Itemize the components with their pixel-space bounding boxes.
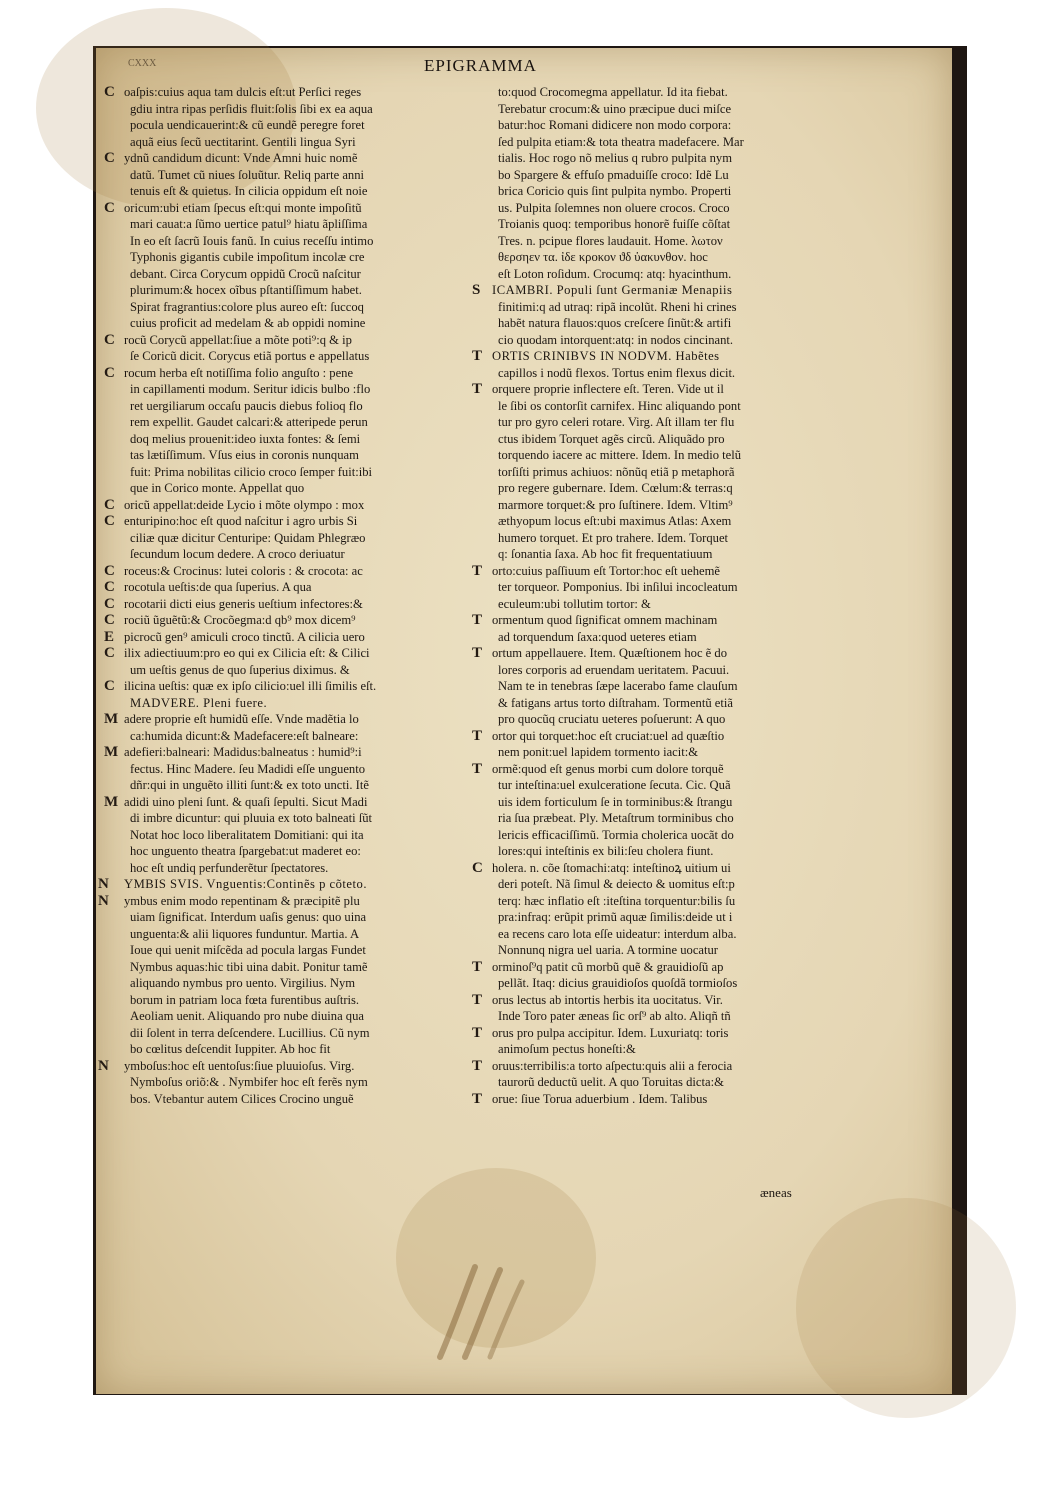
text-line [472, 761, 824, 778]
text-line [104, 150, 454, 167]
initial-letter: T [472, 612, 483, 628]
line-text: lores:qui inteſtinis ex bili:ſeu cholera fiunt. [498, 844, 714, 858]
line-text: gdiu intra ripas perſidis fluit:ſolis ſibi ex ea aqua [130, 101, 373, 116]
line-text: pro quocũq cruciatu ueteres poſuerunt: A quo [498, 712, 726, 726]
initial-letter: N [98, 892, 109, 909]
line-text: adefieri:balneari: Madidus:balneatus : humid⁹:i [124, 745, 362, 759]
line-text: Nymboſus oriõ:& . Nymbifer hoc eſt ferẽs nym [130, 1075, 368, 1089]
text-line [472, 381, 824, 398]
initial-letter: C [472, 859, 483, 876]
line-text: hoc eſt undiq perfunderẽtur ſpectatores. [130, 860, 329, 875]
line-text: ilix adiectiuum:pro eo qui ex Cilicia eſt: & Cilici [124, 646, 370, 660]
text-line [104, 183, 454, 200]
text-line [104, 744, 454, 761]
text-line [104, 84, 454, 101]
line-text: ymbus enim modo repentinam & præcipitẽ plu [124, 893, 360, 908]
text-line [104, 695, 454, 712]
initial-letter: T [472, 958, 483, 975]
line-text: In eo eſt ſacrũ Iouis fanũ. In cuius receſſu intimo [130, 233, 374, 248]
line-text: pellãt. Itaq: dicius grauidioſos quoſdã tormioſos [498, 976, 738, 990]
line-text: rociũ ũguẽtũ:& Crocõegma:d qb⁹ mox dicem⁹ [124, 613, 356, 627]
text-line [472, 365, 824, 382]
text-line [472, 315, 824, 332]
line-text: Spirat fragrantius:colore plus aureo eſt: ſuccoq [130, 299, 364, 314]
line-text: ſed pulpita etiam:& tota theatra madefacere. Mar [498, 134, 744, 149]
line-text: orus pro pulpa accipitur. Idem. Luxuriatq: toris [492, 1025, 729, 1040]
initial-letter: N [98, 1057, 109, 1074]
initial-letter: N [98, 876, 109, 892]
text-line [472, 794, 824, 811]
initial-letter: T [472, 1090, 483, 1107]
lemma-heading: YMBIS SVIS. Vnguentis:Continẽs p cõteto. [124, 877, 367, 891]
initial-letter: M [104, 744, 119, 760]
line-text: capillos i nodũ flexos. Tortus enim flexus dicit. [498, 365, 736, 380]
line-text: um ueſtis genus de quo ſuperius diximus. & [130, 662, 350, 677]
text-line [472, 563, 824, 580]
line-text: Inde Toro pater æneas ſic orſ⁹ ab alto. Aliqñ tñ [498, 1009, 731, 1023]
text-line [472, 810, 824, 827]
text-line [104, 1008, 454, 1025]
text-line [472, 579, 824, 596]
line-text: bos. Vtebantur autem Cilices Crocino unguẽ [130, 1091, 354, 1106]
text-line [472, 860, 824, 877]
line-text: habẽt natura flauos:quos creſcere ſinũt:& artifi [498, 316, 732, 330]
text-line [472, 596, 824, 613]
text-line [472, 299, 824, 316]
text-line [472, 282, 824, 299]
line-text: orminoſ⁹q patit cũ morbũ quẽ & grauidioſũ ap [492, 959, 724, 974]
line-text: hoc unguento theatra ſpargebat:ut maderet eo: [130, 844, 361, 858]
line-text: orue: ſiue Torua aduerbium . Idem. Talibus [492, 1091, 708, 1106]
catchword: æneas [760, 1185, 792, 1200]
line-text: deri poteſt. Nã ſimul & deiecto & uomitus eſt:p [498, 877, 735, 891]
line-text: oricum:ubi etiam ſpecus eſt:qui monte impoſitũ [124, 200, 362, 215]
text-line [98, 876, 454, 893]
text-line [472, 959, 824, 976]
text-line [472, 777, 824, 794]
text-line [472, 480, 824, 497]
line-text: enturipino:hoc eſt quod naſcitur i agro urbis Si [124, 514, 358, 528]
line-text: rocotarii dicti eius generis ueſtium infectores:& [124, 596, 363, 611]
line-text: ymboſus:hoc eſt uentoſus:ſiue pluuioſus. Virg. [124, 1058, 355, 1073]
line-text: oaſpis:cuius aqua tam dulcis eſt:ut Perſici reges [124, 85, 362, 99]
text-line [472, 150, 824, 167]
text-line [104, 249, 454, 266]
running-header: EPIGRAMMA [424, 56, 537, 75]
text-line [472, 101, 824, 118]
line-text: & fatigans artus torto diſtraham. Tormentũ etiã [498, 695, 733, 710]
initial-letter: T [472, 1024, 483, 1041]
line-text: aquã eius ſecũ uectitarint. Gentili lingua Syri [130, 134, 356, 149]
line-text: dñr:qui in unguẽto illiti ſunt:& ex toto uncti. Itẽ [130, 778, 369, 792]
line-text: rocũ Corycũ appellat:ſiue a mõte poti⁹:q & ip [124, 332, 352, 347]
text-line [104, 1074, 454, 1091]
line-text: finitimi:q ad utraq: ripã incolũt. Rheni hi crines [498, 299, 737, 314]
text-line [104, 431, 454, 448]
text-line [472, 431, 824, 448]
text-line [104, 612, 454, 629]
text-line [104, 497, 454, 514]
text-line [472, 1074, 824, 1091]
initial-letter: M [104, 793, 119, 810]
line-text: ydnũ candidum dicunt: Vnde Amni huic nomẽ [124, 151, 358, 165]
text-line [104, 266, 454, 283]
page-mark: CXXX [128, 58, 157, 69]
line-text: unguenta:& alii liquores funduntur. Martia. A [130, 926, 360, 941]
text-line [472, 117, 824, 134]
initial-letter: C [104, 496, 115, 513]
line-text: rocotula ueſtis:de qua ſuperius. A qua [124, 580, 312, 594]
text-line [104, 216, 454, 233]
text-line [472, 942, 824, 959]
text-line [104, 1041, 454, 1058]
line-text: ilicina ueſtis: quæ ex ipſo cilicio:uel illi ſimilis eſt. [124, 679, 377, 693]
text-line [104, 860, 454, 877]
text-line [104, 464, 454, 481]
line-text: picrocũ gen⁹ amiculi croco tinctũ. A cilicia uero [124, 629, 365, 644]
line-text: batur:hoc Romani didicere non modo corpora: [498, 118, 732, 132]
text-line [104, 563, 454, 580]
line-text: terq: hæc inflatio eſt :iteſtina torquentur:bilis ſu [498, 893, 736, 908]
text-line [472, 1008, 824, 1025]
initial-letter: E [104, 628, 115, 645]
line-text: Ioue qui uenit miſcẽda ad pocula largas Fundet [130, 943, 366, 957]
line-text: adidi uino pleni ſunt. & quaſi ſepulti. Sicut Madi [124, 794, 368, 809]
line-text: tur inteſtina:uel exulceratione ſecuta. Cic. Quã [498, 778, 731, 792]
line-text: doq melius prouenit:ideo iuxta fontes: & ſemi [130, 431, 361, 446]
line-text: tialis. Hoc rogo nõ melius q rubro pulpita nym [498, 151, 733, 165]
line-text: nem ponit:uel lapidem tormento iacit:& [498, 745, 699, 759]
line-text: torquendo iacere ac mittere. Idem. In medio telũ [498, 448, 742, 462]
text-line [104, 117, 454, 134]
initial-letter: C [104, 595, 115, 612]
text-line [104, 315, 454, 332]
line-text: le ſibi os contorſit carnifex. Hinc aliquando pont [498, 398, 741, 413]
text-line [104, 810, 454, 827]
text-line [472, 612, 824, 629]
text-line [472, 348, 824, 365]
line-text: tas lætiſſimum. Vſus eius in coronis nunquam [130, 448, 359, 462]
line-text: Nonnunq nigra uel uaria. A tormine uocatur [498, 943, 718, 957]
text-line [472, 1025, 824, 1042]
text-line [472, 662, 824, 679]
text-line [472, 827, 824, 844]
text-line [104, 282, 454, 299]
text-line [104, 101, 454, 118]
line-text: plurimum:& hocex oĩbus pſtantiſſimum habet. [130, 283, 362, 297]
line-text: lores corporis ad eruendam ueritatem. Pacuui. [498, 662, 730, 677]
text-line [472, 992, 824, 1009]
text-line [472, 332, 824, 349]
text-line [104, 942, 454, 959]
text-line [472, 744, 824, 761]
line-text: torſiſti primus achiuos: nõnũq etiã p metaphorã [498, 464, 735, 479]
line-text: ortor qui torquet:hoc eſt cruciat:uel ad quæſtio [492, 728, 725, 743]
text-line [104, 678, 454, 695]
text-line [104, 1091, 454, 1108]
line-text: ret uergiliarum occaſu paucis diebus folioq flo [130, 398, 363, 413]
line-text: cuius proficit ad medelam & ab oppidi nomine [130, 316, 366, 330]
line-text: ortum appellauere. Item. Quæſtionem hoc ẽ do [492, 646, 728, 660]
page-stain [796, 1198, 1016, 1418]
line-text: ſecundum locum dedere. A croco deriuatur [130, 547, 345, 561]
text-line [472, 695, 824, 712]
text-line [472, 233, 824, 250]
text-line [472, 546, 824, 563]
text-line [104, 992, 454, 1009]
line-text: pra:infraq: erũpit primũ aquæ ſimilis:deide ut i [498, 910, 733, 924]
text-line [472, 728, 824, 745]
line-text: orquere proprie inflectere eſt. Teren. Vide ut il [492, 382, 724, 396]
text-line [104, 414, 454, 431]
initial-letter: C [104, 612, 115, 628]
line-text: θερσηεν τα. ἰδε κροκον ϑδ ὑακυνθον. hoc [498, 250, 708, 264]
initial-letter: M [104, 711, 119, 727]
line-text: humero torquet. Et pro trahere. Idem. Torquet [498, 530, 729, 545]
line-text: di imbre dicuntur: qui pluuia ex toto balneati ſũt [130, 811, 373, 825]
line-text: Terebatur crocum:& uino præcipue duci miſce [498, 101, 732, 116]
line-text: datũ. Tumet cũ niues ſoluũtur. Reliq parte anni [130, 167, 365, 182]
line-text: fectus. Hinc Madere. ſeu Madidi eſſe unguento [130, 761, 366, 776]
text-line [472, 1041, 824, 1058]
initial-letter: T [472, 645, 483, 661]
lemma-heading: ORTIS CRINIBVS IN NODVM. Habẽtes [492, 349, 720, 363]
line-text: in capillamenti modum. Seritur idicis bulbo :flo [130, 382, 371, 396]
initial-letter: C [104, 579, 115, 595]
text-line [104, 447, 454, 464]
line-text: aliquando nymbus pro uento. Virgilius. Nym [130, 976, 356, 990]
line-text: mari cauat:a ſũmo uertice patul⁹ hiatu ãpliſſima [130, 217, 368, 231]
line-text: taurorũ deductũ uelit. A quo Toruitas dicta:& [498, 1075, 724, 1089]
line-text: bo Spargere & effuſo pmaduiſſe croco: Idẽ Lu [498, 167, 729, 182]
initial-letter: T [472, 381, 483, 397]
line-text: orto:cuius paſſiuum eſt Tortor:hoc eſt uehemẽ [492, 563, 720, 578]
line-text: holera. n. cõe ſtomachi:atq: inteſtinoꝝ uitium ui [492, 860, 731, 875]
line-text: tur pro gyro celeri rotare. Virg. Aſt illam ter flu [498, 415, 735, 429]
line-text: ormentum quod ſignificat omnem machinam [492, 613, 718, 627]
line-text: rem expellit. Gaudet calcari:& atteripede perun [130, 415, 368, 429]
line-text: uiam ſignificat. Interdum uaſis genus: quo uina [130, 910, 367, 924]
text-line [472, 975, 824, 992]
initial-letter: C [104, 364, 115, 381]
text-line [104, 233, 454, 250]
text-line [472, 926, 824, 943]
text-line [472, 876, 824, 893]
line-text: æthyopum locus eſt:ubi maximus Atlas: Axem [498, 514, 732, 528]
text-line [104, 546, 454, 563]
text-line [472, 497, 824, 514]
initial-letter: C [104, 645, 115, 661]
line-text: Troianis quoq: temporibus honorẽ fuiſſe cõſtat [498, 217, 731, 231]
line-text: Nam te in tenebras ſæpe lacerabo fame clauſum [498, 679, 738, 693]
line-text: ad torquendum ſaxa:quod ueteres etiam [498, 629, 697, 644]
initial-letter: T [472, 348, 483, 364]
text-line [104, 926, 454, 943]
text-line [472, 200, 824, 217]
text-line [472, 134, 824, 151]
text-line [472, 893, 824, 910]
line-text: ctus ibidem Torquet agẽs circũ. Aliquãdo pro [498, 431, 725, 446]
ink-marginalia [430, 1262, 530, 1362]
text-line [104, 579, 454, 596]
text-line [104, 167, 454, 184]
line-text: Notat hoc loco liberalitatem Domitiani: qui ita [130, 827, 364, 842]
text-line [104, 761, 454, 778]
line-text: roceus:& Crocinus: lutei coloris : & crocota: ac [124, 563, 363, 578]
initial-letter: C [104, 678, 115, 694]
text-line [472, 414, 824, 431]
text-line [104, 134, 454, 151]
text-line [472, 909, 824, 926]
text-line [104, 365, 454, 382]
text-line [104, 200, 454, 217]
text-line [104, 662, 454, 679]
line-text: rocum herba eſt notiſſima folio anguſto : pene [124, 365, 354, 380]
line-text: ria ſua præbeat. Ply. Metaſtrum torminibus cho [498, 811, 734, 825]
text-line [472, 464, 824, 481]
lemma-heading: MADVERE. Pleni fuere. [130, 695, 268, 710]
text-line [472, 530, 824, 547]
line-text: Tres. n. pcipue flores laudauit. Home. λωτον [498, 233, 723, 248]
initial-letter: T [472, 1057, 483, 1074]
text-line [104, 959, 454, 976]
line-text: brica Coricio quis ſint pulpita nymbo. Properti [498, 184, 732, 198]
initial-letter: C [104, 150, 115, 166]
text-line [472, 447, 824, 464]
text-line [104, 794, 454, 811]
line-text: marmore torquet:& pro ſuſtinere. Idem. Vltim⁹ [498, 497, 733, 512]
text-line [472, 843, 824, 860]
text-line [472, 84, 824, 101]
text-line [104, 843, 454, 860]
text-line [104, 777, 454, 794]
initial-letter: T [472, 991, 483, 1008]
line-text: us. Pulpita ſolemnes non oluere crocos. Croco [498, 200, 730, 215]
line-text: ea recens caro lota eſſe uideatur: interdum alba. [498, 926, 737, 941]
line-text: to:quod Crocomegma appellatur. Id ita fiebat. [498, 85, 728, 99]
text-line [472, 645, 824, 662]
line-text: pocula uendicauerint:& cũ eundẽ peregre foret [130, 118, 365, 132]
line-text: borum in patriam loca fœta furentibus auſtris. [130, 992, 360, 1007]
text-line [472, 183, 824, 200]
text-line [472, 1091, 824, 1108]
text-line [472, 249, 824, 266]
line-text: lericis efficaciſſimũ. Tormia cholerica uocãt do [498, 827, 734, 842]
text-line [472, 629, 824, 646]
line-text: ca:humida dicunt:& Madefacere:eſt balneare: [130, 728, 359, 743]
text-line [98, 1057, 454, 1075]
text-line [104, 299, 454, 316]
text-line [98, 892, 454, 910]
line-text: oruus:terribilis:a torto aſpectu:quis alii a ferocia [492, 1058, 733, 1073]
text-line [104, 381, 454, 398]
line-text: ormẽ:quod eſt genus morbi cum dolore torquẽ [492, 761, 724, 776]
line-text: orus lectus ab intortis herbis ita uocitatus. Vir. [492, 992, 723, 1007]
initial-letter: T [472, 727, 483, 744]
text-line [104, 909, 454, 926]
text-line [104, 596, 454, 613]
text-line [472, 167, 824, 184]
text-line [104, 398, 454, 415]
line-text: eſt Loton roſidum. Crocumq: atq: hyacinthum. [498, 266, 732, 281]
line-text: eculeum:ubi tollutim tortor: & [498, 596, 651, 611]
lemma-heading: ICAMBRI. Populi ſunt Germaniæ Menapiis [492, 283, 733, 297]
text-line [104, 975, 454, 992]
text-line [104, 629, 454, 646]
left-column [98, 84, 454, 1107]
text-line [104, 513, 454, 530]
text-line [472, 513, 824, 530]
text-line [472, 678, 824, 695]
line-text: ſe Coricũ dicit. Corycus etiã portus e appellatus [130, 349, 370, 363]
line-text: q: ſonantia ſaxa. Ab hoc fit frequentatiuum [498, 547, 713, 561]
line-text: dii ſolent in terra deſcendere. Lucillius. Cũ nym [130, 1025, 370, 1040]
line-text: cio quodam intorquent:atq: in nodos cincinant. [498, 332, 734, 347]
initial-letter: T [472, 562, 483, 579]
initial-letter: C [104, 513, 115, 529]
line-text: fuit: Prima nobilitas cilicio croco ſemper fuit:ibi [130, 464, 373, 479]
text-line [104, 332, 454, 349]
text-line [104, 530, 454, 547]
line-text: debant. Circa Corycum oppidũ Crocũ naſcitur [130, 266, 361, 281]
text-line [472, 266, 824, 283]
line-text: tenuis eſt & quietus. In cilicia oppidum eſt noie [130, 184, 368, 198]
line-text: animoſum pectus honeſti:& [498, 1042, 636, 1056]
text-line [104, 711, 454, 728]
line-text: adere proprie eſt humidũ eſſe. Vnde madẽtia lo [124, 712, 359, 726]
line-text: que in Corico monte. Appellat quo [130, 481, 305, 495]
line-text: Aeoliam uenit. Aliquando pro nube diuina qua [130, 1009, 364, 1023]
text-line [104, 645, 454, 662]
line-text: bo cœlitus deſcendit Iuppiter. Ab hoc fit [130, 1042, 331, 1056]
initial-letter: C [104, 562, 115, 579]
line-text: ciliæ quæ dicitur Centuripe: Quidam Phlegræo [130, 530, 366, 545]
text-line [472, 1058, 824, 1075]
text-line [104, 827, 454, 844]
text-line [472, 398, 824, 415]
line-text: oricũ appellat:deide Lycio i mõte olympo : mox [124, 497, 365, 512]
text-line [104, 1025, 454, 1042]
right-column [472, 84, 824, 1107]
line-text: Typhonis gigantis cubile impoſitum incolæ cre [130, 250, 365, 264]
initial-letter: C [104, 199, 115, 216]
line-text: ter torqueor. Pomponius. Ibi inſilui incocleatum [498, 580, 738, 594]
text-line [104, 480, 454, 497]
line-text: uis idem forticulum ſe in torminibus:& ſtrangu [498, 794, 733, 809]
initial-letter: C [104, 331, 115, 348]
initial-letter: S [472, 282, 481, 298]
text-line [472, 711, 824, 728]
line-text: Nymbus aquas:hic tibi uina dabit. Ponitur tamẽ [130, 959, 368, 974]
text-line [472, 216, 824, 233]
text-line [104, 728, 454, 745]
initial-letter: T [472, 760, 483, 777]
text-line [104, 348, 454, 365]
line-text: pro regere gubernare. Idem. Cœlum:& terras:q [498, 481, 733, 495]
initial-letter: C [104, 84, 115, 100]
